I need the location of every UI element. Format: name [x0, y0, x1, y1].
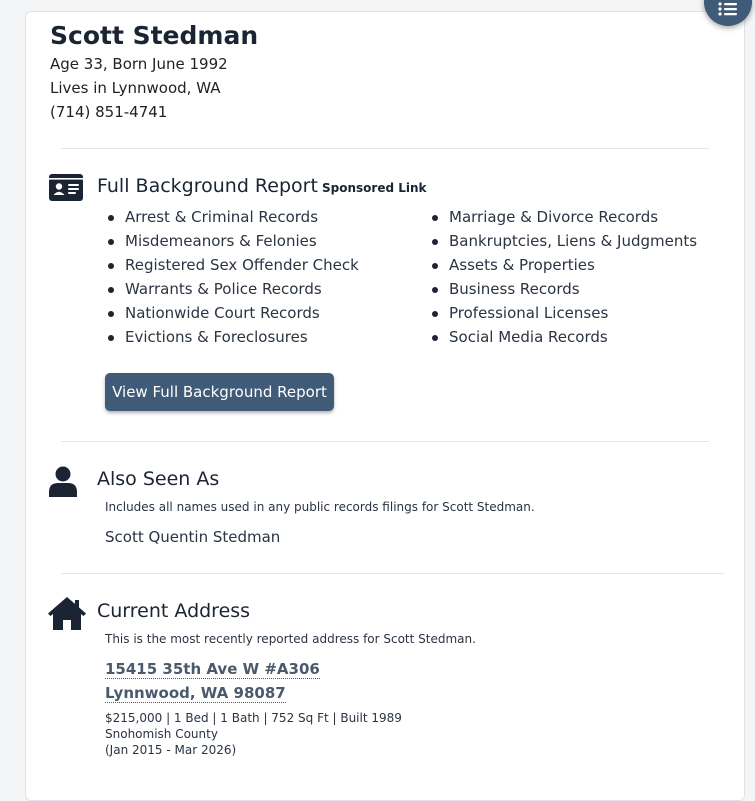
- list-item: Assets & Properties: [429, 253, 697, 277]
- section-title-current-address: Current Address: [97, 600, 251, 622]
- list-item: Business Records: [429, 277, 697, 301]
- list-item: Misdemeanors & Felonies: [105, 229, 359, 253]
- alias-name: Scott Quentin Stedman: [105, 528, 281, 546]
- house-icon: [48, 597, 86, 630]
- list-item: Arrest & Criminal Records: [105, 205, 359, 229]
- list-item: Marriage & Divorce Records: [429, 205, 697, 229]
- id-card-icon: [49, 174, 83, 201]
- age-born: Age 33, Born June 1992: [50, 55, 228, 73]
- view-full-report-button[interactable]: View Full Background Report: [105, 373, 334, 411]
- county: Snohomish County: [105, 727, 218, 741]
- list-item: Bankruptcies, Liens & Judgments: [429, 229, 697, 253]
- divider: [61, 148, 709, 149]
- list-item: Social Media Records: [429, 325, 697, 349]
- section-title-also-seen-as: Also Seen As: [97, 468, 220, 490]
- residence-dates: (Jan 2015 - Mar 2026): [105, 743, 237, 757]
- sponsored-link-label: Sponsored Link: [322, 181, 427, 195]
- address-line2-link[interactable]: Lynnwood, WA 98087: [105, 684, 286, 702]
- current-address-description: This is the most recently reported address for Scott Stedman.: [105, 632, 476, 646]
- report-feature-list-left: [105, 205, 359, 349]
- list-item: Evictions & Foreclosures: [105, 325, 359, 349]
- property-details: $215,000 | 1 Bed | 1 Bath | 752 Sq Ft | Built 1989: [105, 711, 402, 725]
- lives-in: Lives in Lynnwood, WA: [50, 79, 221, 97]
- report-feature-list-right: [429, 205, 697, 349]
- list-item: Registered Sex Offender Check: [105, 253, 359, 277]
- section-title-background-report: Full Background Report: [97, 175, 318, 197]
- person-name: Scott Stedman: [50, 21, 259, 50]
- also-seen-as-description: Includes all names used in any public records filings for Scott Stedman.: [105, 500, 535, 514]
- list-item: Nationwide Court Records: [105, 301, 359, 325]
- phone-number: (714) 851-4741: [50, 103, 168, 121]
- divider: [61, 441, 709, 442]
- list-menu-icon: [718, 1, 738, 17]
- divider: [61, 573, 724, 574]
- list-item: Warrants & Police Records: [105, 277, 359, 301]
- person-icon: [49, 466, 77, 497]
- address-line1-link[interactable]: 15415 35th Ave W #A306: [105, 660, 320, 678]
- list-item: Professional Licenses: [429, 301, 697, 325]
